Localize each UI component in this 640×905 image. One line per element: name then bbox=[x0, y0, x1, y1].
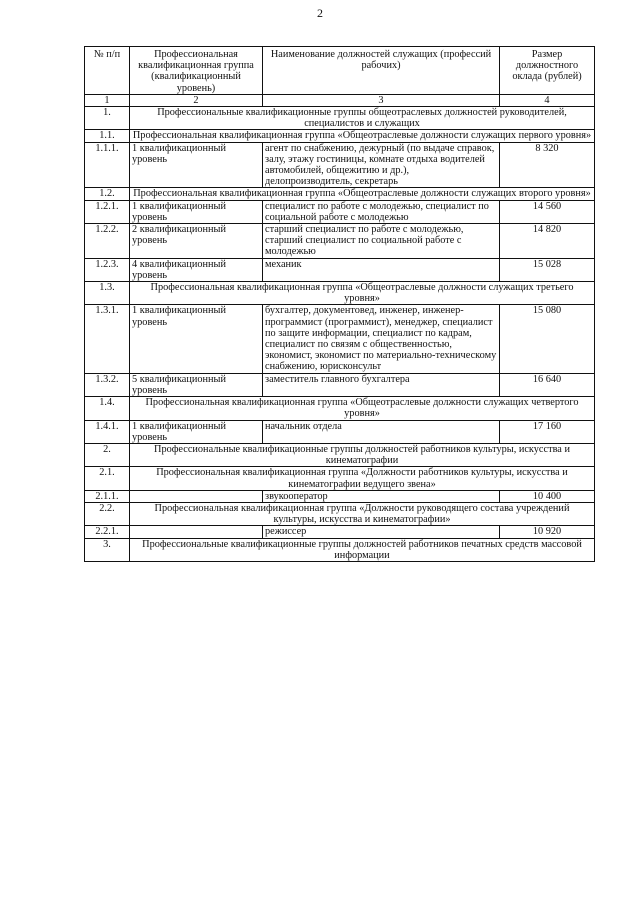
positions-list: начальник отдела bbox=[263, 420, 500, 443]
qualification-level bbox=[130, 490, 263, 502]
salary-value: 16 640 bbox=[500, 373, 595, 396]
group-row bbox=[85, 107, 595, 130]
page-number: 2 bbox=[317, 6, 323, 20]
group-title: Профессиональная квалификационная группа «Общеотраслевые должности служащих первого уровня» bbox=[130, 130, 595, 142]
salary-value: 8 320 bbox=[500, 142, 595, 188]
column-index: 1 bbox=[85, 94, 130, 106]
header-positions: Наименование должностей служащих (профессий рабочих) bbox=[263, 47, 500, 95]
group-row bbox=[85, 467, 595, 490]
group-title: Профессиональная квалификационная группа «Должности руководящего состава учреждений культуры, искусства и кинематографии» bbox=[130, 502, 595, 525]
qualification-level: 1 квалификационный уровень bbox=[130, 305, 263, 373]
column-index: 2 bbox=[130, 94, 263, 106]
header-salary: Размер должностного оклада (рублей) bbox=[500, 47, 595, 95]
positions-list: звукооператор bbox=[263, 490, 500, 502]
header-number: № п/п bbox=[85, 47, 130, 95]
header-group: Профессиональная квалификационная группа (квалификационный уровень) bbox=[130, 47, 263, 95]
table-row bbox=[85, 526, 595, 538]
group-title: Профессиональная квалификационная группа «Общеотраслевые должности служащих второго уровня» bbox=[130, 188, 595, 200]
positions-list: режиссер bbox=[263, 526, 500, 538]
qualification-level: 1 квалификационный уровень bbox=[130, 200, 263, 223]
salary-value: 15 028 bbox=[500, 258, 595, 281]
positions-list: агент по снабжению, дежурный (по выдаче справок, залу, этажу гостиницы, комнате отдыха водителей автомобилей, общежитию и др.), делопроизводитель, секретарь bbox=[263, 142, 500, 188]
group-row bbox=[85, 443, 595, 466]
group-title: Профессиональная квалификационная группа «Общеотраслевые должности служащих четвертого уровня» bbox=[130, 397, 595, 420]
salary-value: 14 820 bbox=[500, 224, 595, 259]
table-row bbox=[85, 142, 595, 188]
table-row bbox=[85, 305, 595, 373]
row-number: 1.2. bbox=[85, 188, 130, 200]
salary-table bbox=[84, 46, 595, 562]
row-number: 2.1.1. bbox=[85, 490, 130, 502]
table-row bbox=[85, 224, 595, 259]
qualification-level: 5 квалификационный уровень bbox=[130, 373, 263, 396]
qualification-level bbox=[130, 526, 263, 538]
group-row bbox=[85, 397, 595, 420]
table-row bbox=[85, 490, 595, 502]
row-number: 2. bbox=[85, 443, 130, 466]
column-index: 4 bbox=[500, 94, 595, 106]
table-body bbox=[85, 107, 595, 562]
group-row bbox=[85, 538, 595, 561]
qualification-level: 1 квалификационный уровень bbox=[130, 142, 263, 188]
positions-list: заместитель главного бухгалтера bbox=[263, 373, 500, 396]
column-index: 3 bbox=[263, 94, 500, 106]
row-number: 1.4. bbox=[85, 397, 130, 420]
row-number: 2.2. bbox=[85, 502, 130, 525]
group-title: Профессиональная квалификационная группа «Общеотраслевые должности служащих третьего уровня» bbox=[130, 282, 595, 305]
row-number: 1.4.1. bbox=[85, 420, 130, 443]
group-row bbox=[85, 502, 595, 525]
salary-value: 10 400 bbox=[500, 490, 595, 502]
table-row bbox=[85, 200, 595, 223]
table-row bbox=[85, 258, 595, 281]
group-row bbox=[85, 130, 595, 142]
group-row bbox=[85, 282, 595, 305]
positions-list: специалист по работе с молодежью, специалист по социальной работе с молодежью bbox=[263, 200, 500, 223]
positions-list: старший специалист по работе с молодежью, старший специалист по социальной работе с молодежью bbox=[263, 224, 500, 259]
qualification-level: 2 квалификационный уровень bbox=[130, 224, 263, 259]
group-title: Профессиональные квалификационные группы общеотраслевых должностей руководителей, специалистов и служащих bbox=[130, 107, 595, 130]
table-row bbox=[85, 420, 595, 443]
row-number: 2.1. bbox=[85, 467, 130, 490]
row-number: 1.2.1. bbox=[85, 200, 130, 223]
group-row bbox=[85, 188, 595, 200]
table-row bbox=[85, 373, 595, 396]
row-number: 3. bbox=[85, 538, 130, 561]
qualification-level: 4 квалификационный уровень bbox=[130, 258, 263, 281]
row-number: 1.2.3. bbox=[85, 258, 130, 281]
group-title: Профессиональная квалификационная группа «Должности работников культуры, искусства и кинематографии ведущего звена» bbox=[130, 467, 595, 490]
positions-list: бухгалтер, документовед, инженер, инженер-программист (программист), менеджер, специалист по защите информации, специалист по кадрам, специалист по связям с общественностью, экономист, экономист по материально-техническому снабжению, юрисконсульт bbox=[263, 305, 500, 373]
row-number: 2.2.1. bbox=[85, 526, 130, 538]
row-number: 1.3. bbox=[85, 282, 130, 305]
group-title: Профессиональные квалификационные группы должностей работников культуры, искусства и кинематографии bbox=[130, 443, 595, 466]
salary-value: 10 920 bbox=[500, 526, 595, 538]
row-number: 1.3.2. bbox=[85, 373, 130, 396]
column-index-row bbox=[85, 94, 595, 106]
salary-value: 15 080 bbox=[500, 305, 595, 373]
group-title: Профессиональные квалификационные группы должностей работников печатных средств массовой информации bbox=[130, 538, 595, 561]
salary-value: 14 560 bbox=[500, 200, 595, 223]
row-number: 1.1.1. bbox=[85, 142, 130, 188]
salary-value: 17 160 bbox=[500, 420, 595, 443]
positions-list: механик bbox=[263, 258, 500, 281]
row-number: 1. bbox=[85, 107, 130, 130]
row-number: 1.2.2. bbox=[85, 224, 130, 259]
row-number: 1.3.1. bbox=[85, 305, 130, 373]
row-number: 1.1. bbox=[85, 130, 130, 142]
qualification-level: 1 квалификационный уровень bbox=[130, 420, 263, 443]
header-row bbox=[85, 47, 595, 95]
